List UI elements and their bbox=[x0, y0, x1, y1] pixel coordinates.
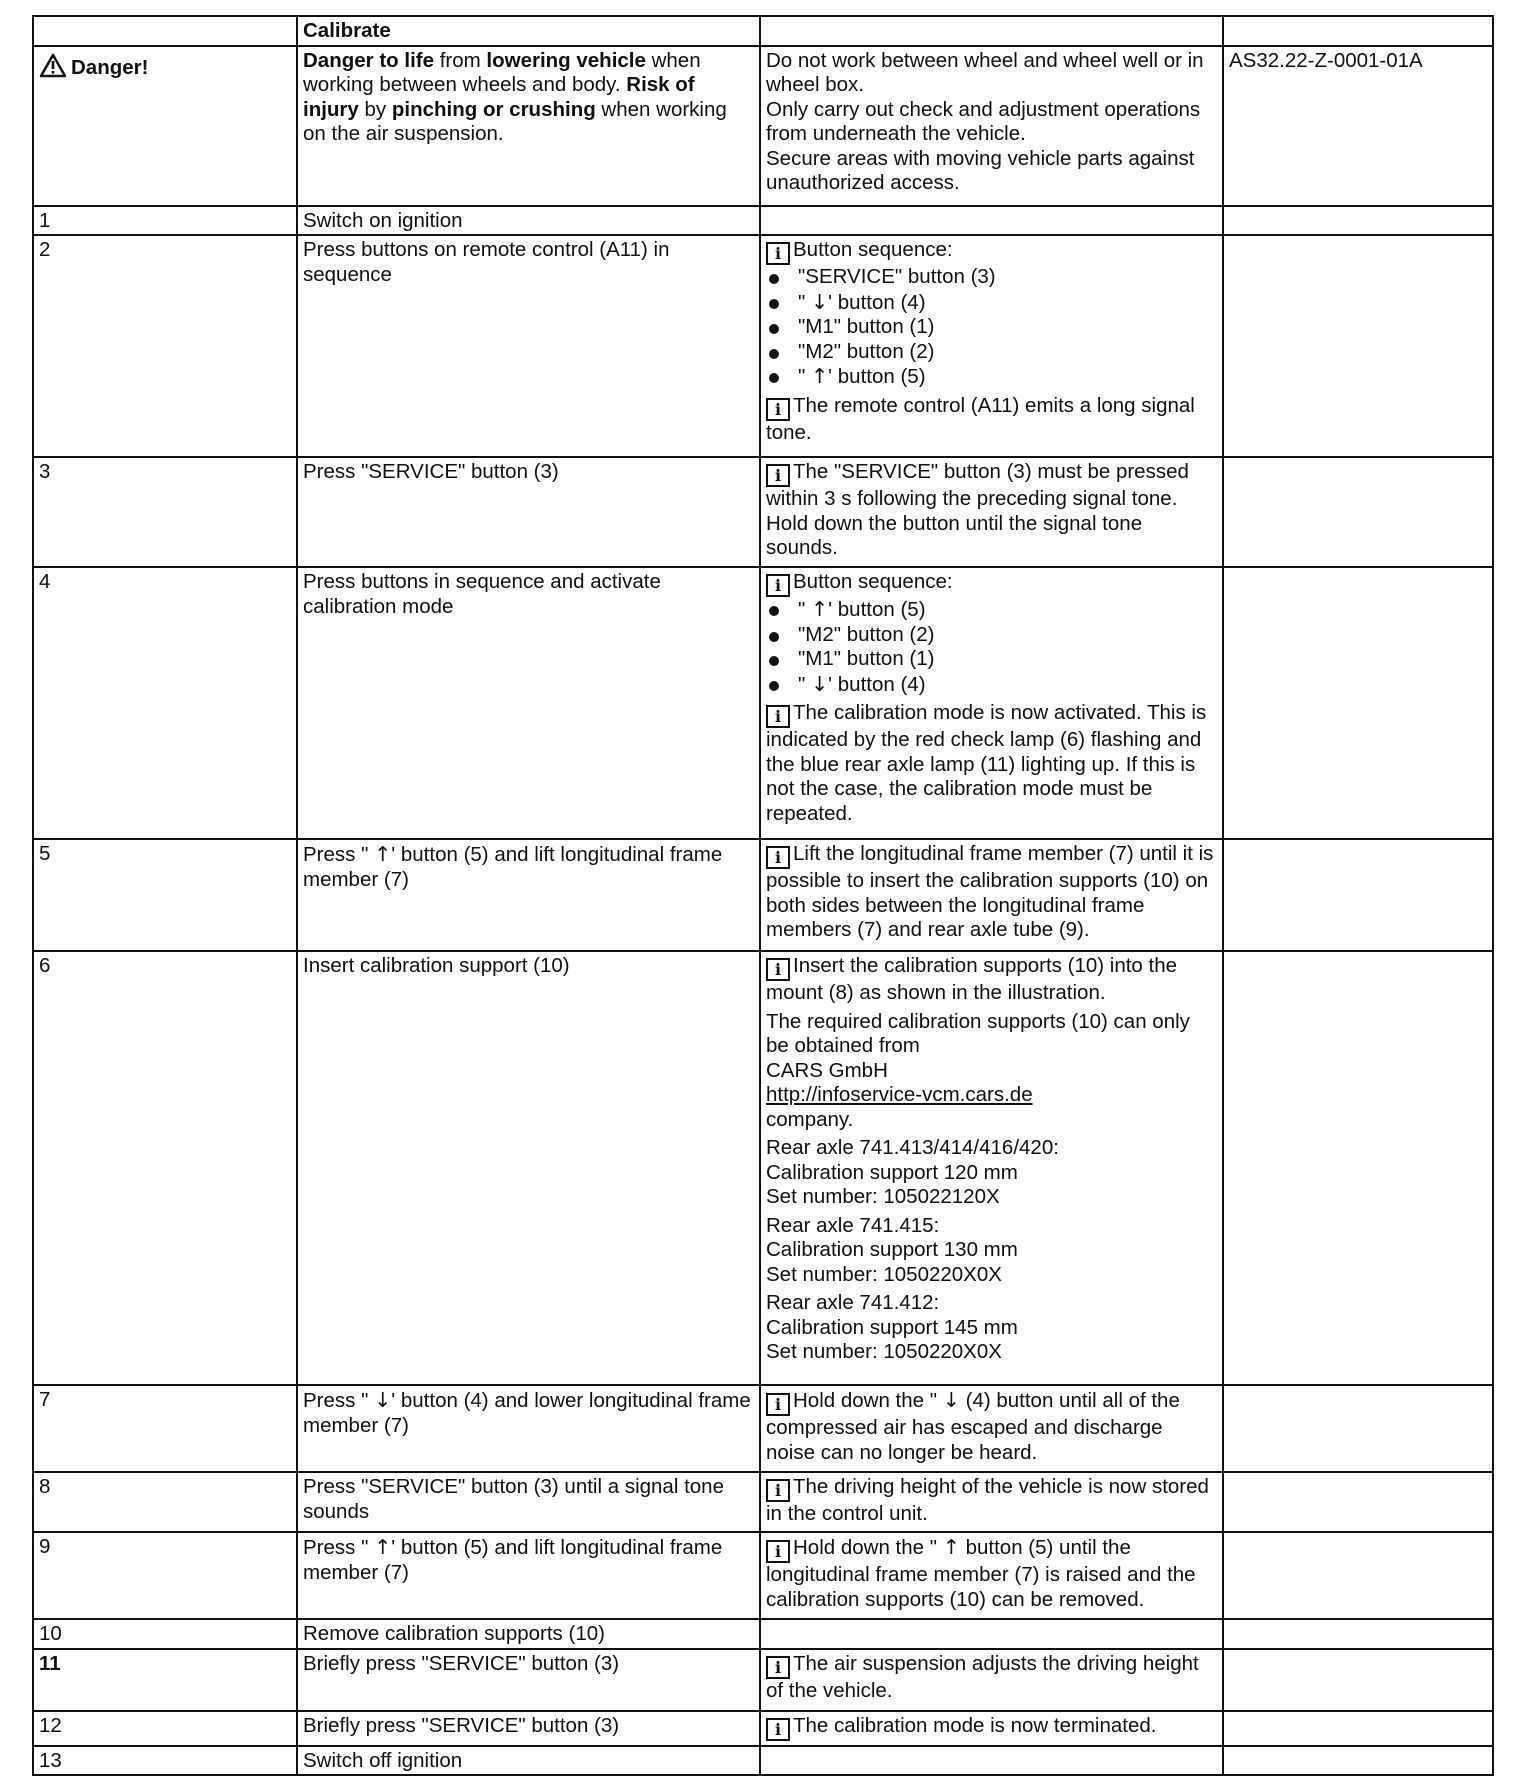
danger-label: Danger! bbox=[71, 55, 149, 79]
arrow-down-icon: ↓ bbox=[942, 1388, 960, 1412]
info-icon: i bbox=[766, 846, 790, 869]
vendor-link[interactable]: http://infoservice-vcm.cars.de bbox=[766, 1083, 1033, 1106]
step-row bbox=[33, 1385, 1493, 1472]
header-empty-cell bbox=[1223, 16, 1493, 46]
step-row bbox=[33, 206, 1493, 236]
danger-hazard-cell: Danger to life from lowering vehicle when working between wheels and body. Risk of injury by pinching or crushing when working on the air suspension. bbox=[297, 46, 760, 206]
button-sequence-list bbox=[766, 265, 1217, 390]
list-item: "M2" button (2) bbox=[766, 340, 1217, 365]
danger-measures-cell bbox=[760, 46, 1223, 206]
danger-label-cell bbox=[33, 46, 297, 206]
axle-spec: Rear axle 741.412: Calibration support 145 mm Set number: 1050220X0X bbox=[766, 1291, 1018, 1363]
info-icon: i bbox=[766, 705, 790, 728]
step-row bbox=[33, 839, 1493, 951]
axle-spec: Rear axle 741.415: Calibration support 130 mm Set number: 1050220X0X bbox=[766, 1213, 1018, 1286]
step-notes bbox=[760, 1619, 1223, 1649]
step-action: Switch off ignition bbox=[297, 1746, 760, 1776]
step-notes: i Lift the longitudinal frame member (7) until it is possible to insert the calibration supports (10) on both sides between the longitudinal frame members (7) and rear axle tube (9). bbox=[760, 839, 1223, 951]
danger-measure: Secure areas with moving vehicle parts against unauthorized access. bbox=[766, 146, 1195, 194]
step-number: 12 bbox=[33, 1711, 297, 1746]
step-row bbox=[33, 1532, 1493, 1619]
step-row bbox=[33, 951, 1493, 1385]
document-reference: AS32.22-Z-0001-01A bbox=[1229, 48, 1423, 72]
step-number: 9 bbox=[33, 1532, 297, 1619]
arrow-down-icon: ↓ bbox=[374, 1388, 392, 1412]
step-number: 2 bbox=[33, 235, 297, 457]
step-reference bbox=[1223, 457, 1493, 567]
danger-measure: Only carry out check and adjustment operations from underneath the vehicle. bbox=[766, 97, 1201, 145]
arrow-down-icon: ↓ bbox=[810, 671, 829, 696]
info-icon: i bbox=[766, 1718, 790, 1741]
step-notes: i Hold down the " ↓ (4) button until all of the compressed air has escaped and discharge noise can no longer be heard. bbox=[760, 1385, 1223, 1472]
step-reference bbox=[1223, 1619, 1493, 1649]
step-notes: i The driving height of the vehicle is now stored in the control unit. bbox=[760, 1472, 1223, 1532]
list-item: " ↓' button (4) bbox=[766, 290, 1217, 316]
step-notes: i The air suspension adjusts the driving height of the vehicle. bbox=[760, 1649, 1223, 1711]
step-number: 11 bbox=[33, 1649, 297, 1711]
button-sequence-list bbox=[766, 597, 1217, 697]
step-row bbox=[33, 1649, 1493, 1711]
step-number: 5 bbox=[33, 839, 297, 951]
step-number: 3 bbox=[33, 457, 297, 567]
info-icon: i bbox=[766, 958, 790, 981]
list-item: " ↓' button (4) bbox=[766, 672, 1217, 698]
info-icon: i bbox=[766, 1393, 790, 1416]
step-action: Press " ↑' button (5) and lift longitudinal frame member (7) bbox=[297, 1532, 760, 1619]
step-action: Press buttons in sequence and activate calibration mode bbox=[297, 567, 760, 839]
step-action: Briefly press "SERVICE" button (3) bbox=[297, 1649, 760, 1711]
step-reference bbox=[1223, 1711, 1493, 1746]
step-number: 10 bbox=[33, 1619, 297, 1649]
danger-measure: Do not work between wheel and wheel well or in wheel box. bbox=[766, 48, 1204, 96]
list-item: "M2" button (2) bbox=[766, 623, 1217, 648]
arrow-down-icon: ↓ bbox=[810, 289, 829, 314]
step-action: Remove calibration supports (10) bbox=[297, 1619, 760, 1649]
step-number: 1 bbox=[33, 206, 297, 236]
warning-triangle-icon bbox=[39, 53, 67, 85]
header-row bbox=[33, 16, 1493, 46]
arrow-up-icon: ↑ bbox=[810, 364, 829, 388]
list-item: "M1" button (1) bbox=[766, 647, 1217, 672]
step-notes: i Button sequence: " ↑' button (5) "M2" button (2) "M1" button (1) " ↓' button (4) i The calibration mode is now activated. This is indicated by the red check lamp (6) flashing and the blue rear axle lamp (11) lighting up. If this is not the case, the calibration mode must be repeated. bbox=[760, 567, 1223, 839]
step-number: 13 bbox=[33, 1746, 297, 1776]
step-notes: i Hold down the " ↑ button (5) until the longitudinal frame member (7) is raised and the calibration supports (10) can be removed. bbox=[760, 1532, 1223, 1619]
step-number: 4 bbox=[33, 567, 297, 839]
step-notes: i Insert the calibration supports (10) into the mount (8) as shown in the illustration. The required calibration supports (10) can only be obtained from CARS GmbH http://infoservice-vcm.cars.de company. Rear axle 741.413/414/416/420: Calibration support 120 mm Set number: 105022120X Rear axle 741.415: Calibration support 130 mm Set number: 1050220X0X Rear axle 741.412: Calibration support 145 mm Set number: 1050220X0X bbox=[760, 951, 1223, 1385]
list-item: " ↑' button (5) bbox=[766, 364, 1217, 390]
info-icon: i bbox=[766, 1479, 790, 1502]
arrow-up-icon: ↑ bbox=[942, 1535, 960, 1559]
step-reference bbox=[1223, 1532, 1493, 1619]
step-row bbox=[33, 1472, 1493, 1532]
step-action: Briefly press "SERVICE" button (3) bbox=[297, 1711, 760, 1746]
step-reference bbox=[1223, 839, 1493, 951]
step-row bbox=[33, 457, 1493, 567]
info-icon: i bbox=[766, 1656, 790, 1679]
step-reference bbox=[1223, 1746, 1493, 1776]
step-action: Press " ↑' button (5) and lift longitudinal frame member (7) bbox=[297, 839, 760, 951]
danger-reference-cell bbox=[1223, 46, 1493, 206]
step-notes: i The calibration mode is now terminated. bbox=[760, 1711, 1223, 1746]
step-reference bbox=[1223, 206, 1493, 236]
step-row bbox=[33, 235, 1493, 457]
procedure-table bbox=[32, 15, 1494, 1776]
info-icon: i bbox=[766, 574, 790, 597]
step-reference bbox=[1223, 951, 1493, 1385]
step-notes: i The "SERVICE" button (3) must be pressed within 3 s following the preceding signal tone. Hold down the button until the signal tone sounds. bbox=[760, 457, 1223, 567]
arrow-up-icon: ↑ bbox=[374, 1535, 392, 1559]
step-reference bbox=[1223, 1649, 1493, 1711]
info-icon: i bbox=[766, 242, 790, 265]
step-number: 8 bbox=[33, 1472, 297, 1532]
header-empty-cell bbox=[33, 16, 297, 46]
step-reference bbox=[1223, 1472, 1493, 1532]
step-notes bbox=[760, 1746, 1223, 1776]
step-action: Insert calibration support (10) bbox=[297, 951, 760, 1385]
arrow-up-icon: ↑ bbox=[810, 597, 829, 621]
step-action: Press "SERVICE" button (3) until a signal tone sounds bbox=[297, 1472, 760, 1532]
calibration-procedure-document bbox=[32, 15, 1492, 1776]
step-reference bbox=[1223, 235, 1493, 457]
header-empty-cell bbox=[760, 16, 1223, 46]
step-number: 6 bbox=[33, 951, 297, 1385]
arrow-up-icon: ↑ bbox=[374, 842, 392, 866]
danger-row bbox=[33, 46, 1493, 206]
list-item: "SERVICE" button (3) bbox=[766, 265, 1217, 290]
step-notes: i Button sequence: "SERVICE" button (3) " ↓' button (4) "M1" button (1) "M2" button (2) " ↑' button (5) i The remote control (A11) emits a long signal tone. bbox=[760, 235, 1223, 457]
list-item: "M1" button (1) bbox=[766, 315, 1217, 340]
step-action: Press buttons on remote control (A11) in sequence bbox=[297, 235, 760, 457]
step-reference bbox=[1223, 567, 1493, 839]
list-item: " ↑' button (5) bbox=[766, 597, 1217, 623]
step-notes bbox=[760, 206, 1223, 236]
step-action: Press " ↓' button (4) and lower longitudinal frame member (7) bbox=[297, 1385, 760, 1472]
step-action: Switch on ignition bbox=[297, 206, 760, 236]
info-icon: i bbox=[766, 1540, 790, 1563]
info-icon: i bbox=[766, 464, 790, 487]
step-row bbox=[33, 1619, 1493, 1649]
section-title: Calibrate bbox=[297, 16, 760, 46]
info-icon: i bbox=[766, 398, 790, 421]
step-number: 7 bbox=[33, 1385, 297, 1472]
step-row bbox=[33, 1711, 1493, 1746]
step-action: Press "SERVICE" button (3) bbox=[297, 457, 760, 567]
axle-spec: Rear axle 741.413/414/416/420: Calibration support 120 mm Set number: 105022120X bbox=[766, 1136, 1059, 1208]
step-row bbox=[33, 567, 1493, 839]
step-row bbox=[33, 1746, 1493, 1776]
step-reference bbox=[1223, 1385, 1493, 1472]
